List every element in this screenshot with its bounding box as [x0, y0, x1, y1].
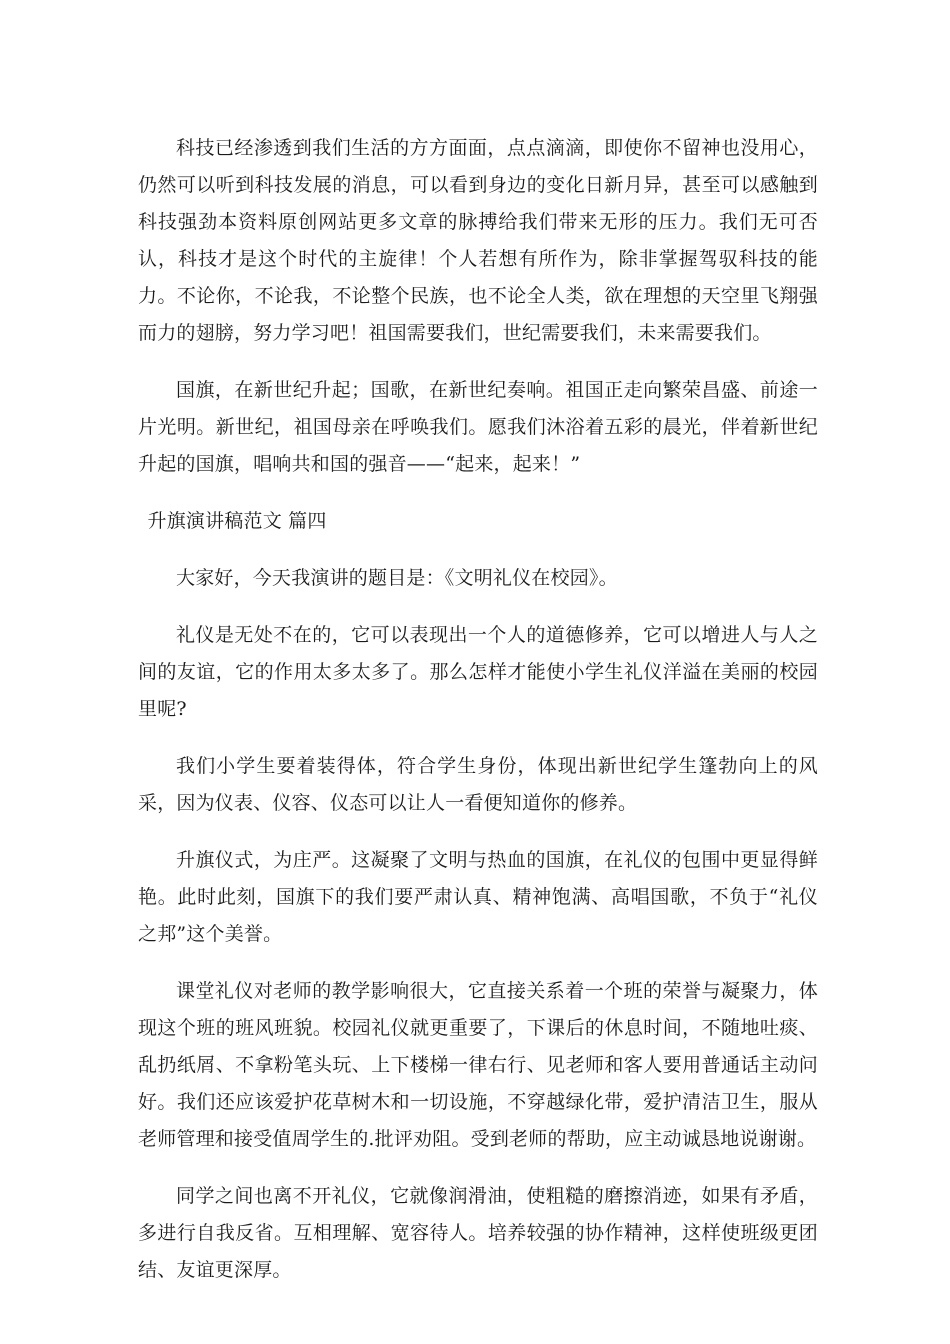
paragraph: 升旗仪式，为庄严。这凝聚了文明与热血的国旗，在礼仪的包围中更显得鲜艳。此时此刻，国旗下的我们要严肃认真、精神饱满、高唱国歌，不负于“礼仪之邦”这个美誉。 — [138, 849, 818, 945]
paragraph: 同学之间也离不开礼仪，它就像润滑油，使粗糙的磨擦消迹，如果有矛盾，多进行自我反省。互相理解、宽容待人。培养较强的协作精神，这样使班级更团结、友谊更深厚。 — [138, 1185, 818, 1281]
section-heading: 升旗演讲稿范文 篇四 — [147, 510, 327, 532]
paragraph: 课堂礼仪对老师的教学影响很大，它直接关系着一个班的荣誉与凝聚力，体现这个班的班风班貌。校园礼仪就更重要了，下课后的休息时间，不随地吐痰、乱扔纸屑、不拿粉笔头玩、上下楼梯一律右行、见老师和客人要用普通话主动问好。我们还应该爱护花草树木和一切设施，不穿越绿化带，爱护清洁卫生，服从老师管理和接受值周学生的.批评劝阻。受到老师的帮助，应主动诚恳地说谢谢。 — [138, 980, 818, 1150]
paragraph: 大家好，今天我演讲的题目是：《文明礼仪在校园》。 — [176, 567, 618, 589]
document-body — [138, 130, 818, 1309]
paragraph: 礼仪是无处不在的，它可以表现出一个人的道德修养，它可以增进人与人之间的友谊，它的作用太多太多了。那么怎样才能使小学生礼仪洋溢在美丽的校园里呢? — [138, 624, 818, 720]
paragraph: 科技已经渗透到我们生活的方方面面，点点滴滴，即使你不留神也没用心，仍然可以听到科技发展的消息，可以看到身边的变化日新月异，甚至可以感触到科技强劲本资料原创网站更多文章的脉搏给我们带来无形的压力。我们无可否认，科技才是这个时代的主旋律！个人若想有所作为，除非掌握驾驭科技的能力。不论你，不论我，不论整个民族，也不论全人类，欲在理想的天空里飞翔强而力的翅膀，努力学习吧！祖国需要我们，世纪需要我们，未来需要我们。 — [138, 137, 818, 344]
paragraph: 国旗，在新世纪升起；国歌，在新世纪奏响。祖国正走向繁荣昌盛、前途一片光明。新世纪，祖国母亲在呼唤我们。愿我们沐浴着五彩的晨光，伴着新世纪升起的国旗，唱响共和国的强音——“起来，起来！” — [138, 379, 818, 475]
paragraph: 我们小学生要着装得体，符合学生身份，体现出新世纪学生篷勃向上的风采，因为仪表、仪容、仪态可以让人一看便知道你的修养。 — [138, 755, 818, 814]
